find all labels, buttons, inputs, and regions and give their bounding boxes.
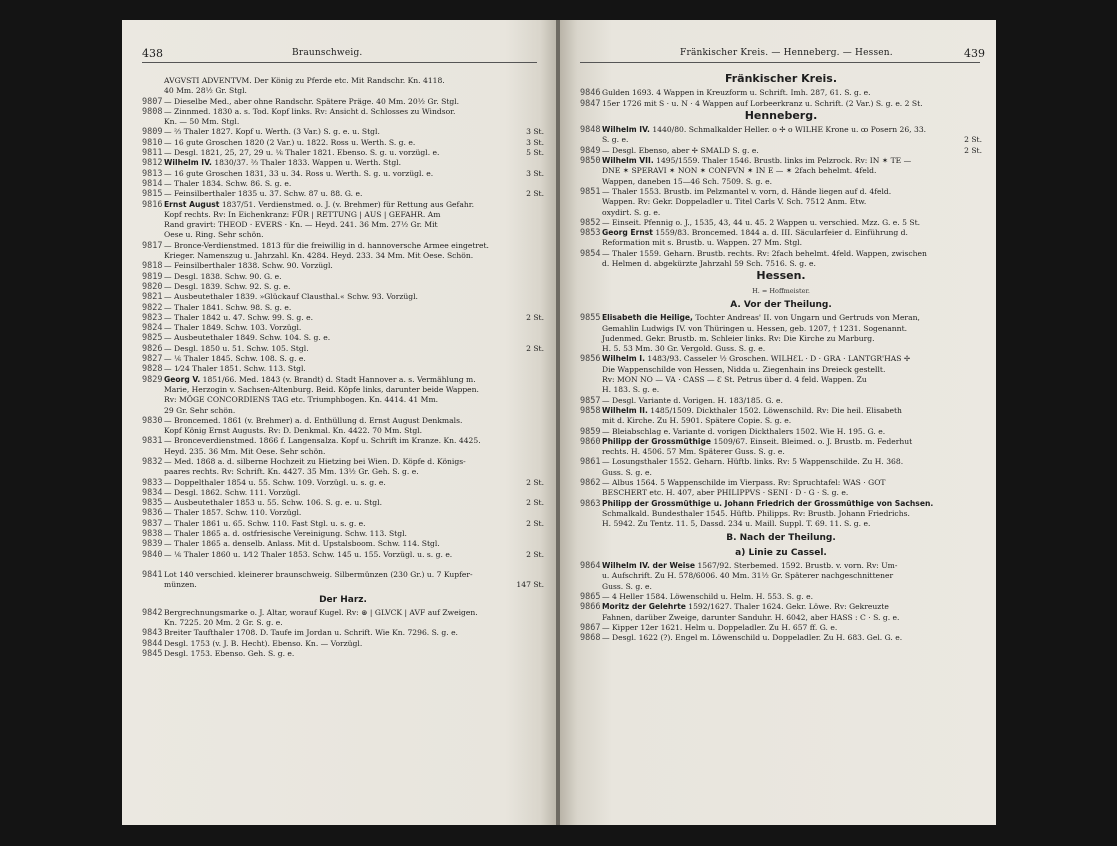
entry-text: rechts. H. 4506. 57 Mm. Späterer Guss. S. g. e.	[602, 447, 785, 457]
entry-continuation	[142, 580, 544, 590]
catalog-entry	[142, 498, 544, 508]
entry-text: — Bronce-Verdienstmed. 1813 für die freiwillig in d. hannoversche Armee eingetret.	[164, 240, 489, 250]
entry-text: Wilhelm VII. 1495/1559. Thaler 1546. Brustb. links im Pelzrock. Rv: IN ✶ TE —	[602, 156, 912, 166]
quantity-label: 2 St.	[526, 498, 544, 508]
entry-text: münzen.	[164, 580, 197, 590]
entry-text: H. 5. 53 Mm. 30 Gr. Vergold. Guss. S. g. e.	[602, 344, 766, 354]
catalog-entry	[142, 97, 544, 107]
catalog-entry	[580, 457, 982, 467]
catalog-entry	[580, 437, 982, 447]
entry-text: — Zinnmed. 1830 a. s. Tod. Kopf links. Rv: Ansicht d. Schlosses zu Windsor.	[164, 106, 456, 116]
entry-continuation	[142, 117, 544, 127]
catalog-entry	[580, 146, 982, 156]
lot-number: 9861	[580, 457, 601, 468]
catalog-entry	[142, 169, 544, 179]
entry-text: Guss. S. g. e.	[602, 467, 652, 477]
entry-continuation	[580, 177, 982, 187]
entry-text: — Ausbeutethaler 1853 u. 55. Schw. 106. S. g. e. u. Stgl.	[164, 498, 382, 508]
entry-continuation	[142, 76, 544, 86]
entry-text: Breiter Taufthaler 1708. D. Taufe im Jordan u. Schrift. Wie Kn. 7296. S. g. e.	[164, 628, 458, 638]
lot-number: 9858	[580, 405, 601, 416]
catalog-entry	[580, 623, 982, 633]
catalog-entry	[142, 570, 544, 580]
left-page-text	[142, 76, 544, 659]
entry-text: — Bronceverdienstmed. 1866 f. Langensalza. Kopf u. Schrift im Kranze. Kn. 4425.	[164, 436, 481, 446]
lot-number: 9844	[142, 638, 163, 649]
lot-number: 9848	[580, 125, 601, 136]
entry-continuation	[580, 166, 982, 176]
catalog-entry	[142, 158, 544, 168]
entry-text: Marie, Herzogin v. Sachsen-Altenburg. Beid. Köpfe links, darunter beide Wappen.	[164, 384, 479, 394]
entry-text: H. 5942. Zu Tentz. 11. 5, Dassd. 234 u. Maill. Suppl. T. 69. 11. S. g. e.	[602, 519, 871, 529]
entry-continuation	[580, 197, 982, 207]
left-page	[122, 20, 558, 825]
entry-text: Bergrechnungsmarke o. J. Altar, worauf Kugel. Rv: ⊛ | GLVCK | AVF auf Zweigen.	[164, 607, 478, 617]
catalog-entry	[580, 406, 982, 416]
catalog-entry	[580, 354, 982, 364]
catalog-entry	[142, 323, 544, 333]
entry-text: oxydirt. S. g. e.	[602, 207, 661, 217]
entry-continuation	[142, 220, 544, 230]
catalog-entry	[142, 354, 544, 364]
entry-continuation	[580, 509, 982, 519]
entry-text: Ernst August 1837/51. Verdienstmed. o. J. (v. Brehmer) für Rettung aus Gefahr.	[164, 199, 474, 209]
lot-number: 9855	[580, 313, 601, 324]
quantity-label: 2 St.	[526, 189, 544, 199]
entry-text: AVGVSTI ADVENTVM. Der König zu Pferde etc. Mit Randschr. Kn. 4118.	[164, 76, 445, 85]
entry-text: d. Helmen d. abgekürzte Jahrzahl 59 Sch. 7516. S. g. e.	[602, 259, 816, 269]
entry-text: — Thaler 1849. Schw. 103. Vorzügl.	[164, 323, 302, 333]
right-running-head: Fränkischer Kreis. — Henneberg. — Hessen.	[680, 48, 893, 58]
quantity-label: 2 St.	[526, 343, 544, 353]
catalog-entry	[142, 364, 544, 374]
lot-number: 9856	[580, 354, 601, 365]
quantity-label: 2 St.	[964, 135, 982, 145]
entry-continuation	[580, 259, 982, 269]
entry-continuation	[580, 468, 982, 478]
entry-continuation	[580, 135, 982, 145]
entry-text: — Ausbeutethaler 1839. »Glückauf Clausthal.« Schw. 93. Vorzügl.	[164, 292, 418, 302]
entry-text: — Thaler 1861 u. 65. Schw. 110. Fast Stgl. u. s. g. e.	[164, 518, 366, 528]
quantity-label: 3 St.	[526, 127, 544, 137]
lot-number: 9836	[142, 508, 163, 519]
entry-text: Georg V. 1851/66. Med. 1843 (v. Brandt) d. Stadt Hannover a. s. Vermählung m.	[164, 374, 476, 384]
right-header-rule	[580, 62, 980, 63]
catalog-entry	[142, 138, 544, 148]
catalog-entry	[142, 519, 544, 529]
catalog-entry	[142, 649, 544, 659]
catalog-entry	[142, 375, 544, 385]
lot-number: 9852	[580, 217, 601, 228]
lot-number: 9849	[580, 145, 601, 156]
entry-text: S. g. e.	[602, 135, 629, 145]
lot-number: 9819	[142, 271, 163, 282]
lot-number: 9835	[142, 498, 163, 509]
catalog-entry	[142, 313, 544, 323]
entry-text: — Kipper 12er 1621. Helm u. Doppeladler. Zu H. 657 ff. G. e.	[602, 622, 838, 632]
entry-text: Guss. S. g. e.	[602, 581, 652, 591]
lot-number: 9841	[142, 569, 163, 580]
entry-continuation	[142, 395, 544, 405]
lot-number: 9850	[580, 156, 601, 167]
entry-continuation	[142, 406, 544, 416]
entry-text: — Dieselbe Med., aber ohne Randschr. Spätere Präge. 40 Mm. 20½ Gr. Stgl.	[164, 96, 460, 106]
entry-text: — Desgl. 1839. Schw. 92. S. g. e.	[164, 281, 291, 291]
entry-text: 15er 1726 mit S · u. N · 4 Wappen auf Lorbeerkranz u. Schrift. (2 Var.) S. g. e. 2 St.	[602, 98, 923, 108]
entry-text: Philipp der Grossmüthige u. Johann Friedrich der Grossmüthige von Sachsen.	[602, 498, 934, 508]
quantity-label: 2 St.	[526, 518, 544, 528]
entry-text: — Losungsthaler 1552. Geharn. Hüftb. links. Rv: 5 Wappenschilde. Zu H. 368.	[602, 457, 904, 467]
quantity-label: 2 St.	[526, 549, 544, 559]
entry-text: Desgl. 1753. Ebenso. Geh. S. g. e.	[164, 649, 295, 659]
entry-text: — ⅔ Thaler 1827. Kopf u. Werth. (3 Var.) S. g. e. u. Stgl.	[164, 127, 380, 137]
entry-text: — Thaler 1559. Geharn. Brustb. rechts. Rv: 2fach behelmt. 4feld. Wappen, zwischen	[602, 248, 927, 258]
lot-number: 9818	[142, 261, 163, 272]
left-running-head: Braunschweig.	[292, 48, 363, 58]
entry-text: Wappen, daneben 15—46 Sch. 7509. S. g. e.	[602, 176, 773, 186]
entry-text: Wilhelm I. 1483/93. Casseler ½ Groschen. WILHƐL · D · GRA · LANTGR'HAS ✢	[602, 354, 911, 364]
lot-number: 9843	[142, 628, 163, 639]
entry-text: Kopf König Ernst Augusts. Rv: D. Denkmal. Kn. 4422. 70 Mm. Stgl.	[164, 426, 423, 436]
lot-number: 9816	[142, 199, 163, 210]
entry-text: — Feinsilberthaler 1838. Schw. 90. Vorzügl.	[164, 261, 333, 271]
entry-text: Fahnen, darüber Zweige, darunter Sanduhr. H. 6042, aber HASS : C · S. g. e.	[602, 612, 900, 622]
entry-text: — Ausbeutethaler 1849. Schw. 104. S. g. e.	[164, 333, 331, 343]
catalog-entry	[142, 107, 544, 117]
lot-number: 9846	[580, 88, 601, 99]
lot-number: 9845	[142, 649, 163, 660]
catalog-entry	[580, 88, 982, 98]
entry-text: Schmalkald. Bundesthaler 1545. Hüftb. Philipps. Rv: Brustb. Johann Friedrichs.	[602, 508, 910, 518]
entry-continuation	[580, 324, 982, 334]
lot-number: 9834	[142, 487, 163, 498]
entry-continuation	[142, 618, 544, 628]
entry-text: Wappen. Rv: Gekr. Doppeladler u. Titel Carls V. Sch. 7512 Anm. Etw.	[602, 197, 867, 207]
catalog-entry	[142, 261, 544, 271]
entry-text: mit d. Kirche. Zu H. 5901. Spätere Copie. S. g. e.	[602, 416, 792, 426]
lot-number: 9838	[142, 529, 163, 540]
entry-continuation	[142, 467, 544, 477]
entry-text: — Thaler 1857. Schw. 110. Vorzügl.	[164, 508, 302, 518]
entry-text: Georg Ernst 1559/83. Broncemed. 1844 a. d. III. Säcularfeier d. Einführung d.	[602, 228, 908, 238]
entry-continuation	[580, 447, 982, 457]
lot-number: 9863	[580, 498, 601, 509]
lot-number: 9823	[142, 312, 163, 323]
lot-number: 9865	[580, 591, 601, 602]
entry-text: — Albus 1564. 5 Wappenschilde im Vierpass. Rv: Spruchtafel: WAS · GOT	[602, 477, 886, 487]
left-header-rule	[142, 62, 537, 63]
entry-continuation	[580, 334, 982, 344]
catalog-entry	[580, 249, 982, 259]
right-page-text	[580, 72, 982, 643]
catalog-entry	[142, 241, 544, 251]
lot-number: 9815	[142, 189, 163, 200]
entry-text: — Med. 1868 a. d. silberne Hochzeit zu Hietzing bei Wien. D. Köpfe d. Königs-	[164, 456, 466, 466]
lot-number: 9826	[142, 343, 163, 354]
lot-number: 9862	[580, 477, 601, 488]
catalog-entry	[142, 639, 544, 649]
entry-text: Lot 140 verschied. kleinerer braunschweig. Silbermünzen (230 Gr.) u. 7 Kupfer-	[164, 569, 473, 579]
quantity-label: 5 St.	[526, 148, 544, 158]
lot-number: 9809	[142, 127, 163, 138]
lot-number: 9867	[580, 622, 601, 633]
catalog-entry	[142, 272, 544, 282]
entry-text: — Desgl. 1821, 25, 27, 29 u. ⅙ Thaler 1821. Ebenso. S. g. u. vorzügl. e.	[164, 148, 440, 158]
entry-continuation	[580, 582, 982, 592]
entry-text: — 16 gute Groschen 1831, 33 u. 34. Ross u. Werth. S. g. u. vorzügl. e.	[164, 168, 434, 178]
entry-text: — Desgl. 1862. Schw. 111. Vorzügl.	[164, 487, 301, 497]
entry-text: Krieger. Namenszug u. Jahrzahl. Kn. 4284. Heyd. 233. 34 Mm. Mit Oese. Schön.	[164, 251, 474, 261]
lot-number: 9851	[580, 186, 601, 197]
lot-number: 9812	[142, 158, 163, 169]
entry-text: — ⅙ Thaler 1860 u. 1⁄12 Thaler 1853. Schw. 145 u. 155. Vorzügl. u. s. g. e.	[164, 549, 453, 559]
entry-text: Elisabeth die Heilige, Tochter Andreas' II. von Ungarn und Gertruds von Meran,	[602, 313, 920, 323]
entry-text: BESCHERT etc. H. 407, aber PHILIPPVS · SENI · D · G · S. g. e.	[602, 488, 849, 498]
catalog-entry	[580, 396, 982, 406]
entry-text: Wilhelm IV. der Weise 1567/92. Sterbemed. 1592. Brustb. v. vorn. Rv: Um-	[602, 561, 898, 571]
lot-number: 9853	[580, 228, 601, 239]
entry-continuation	[142, 86, 544, 96]
entry-text: — Thaler 1842 u. 47. Schw. 99. S. g. e.	[164, 312, 314, 322]
entry-text: Kopf rechts. Rv: In Eichenkranz: FÜR | RETTUNG | AUS | GEFAHR. Am	[164, 209, 441, 219]
entry-text: — 1⁄24 Thaler 1851. Schw. 113. Stgl.	[164, 364, 306, 374]
entry-continuation	[580, 344, 982, 354]
catalog-entry	[580, 156, 982, 166]
entry-text: u. Aufschrift. Zu H. 578/6006. 40 Mm. 31½ Gr. Späterer nachgeschnittener	[602, 571, 894, 581]
book-spread	[122, 20, 995, 827]
lot-number: 9827	[142, 354, 163, 365]
entry-continuation	[580, 375, 982, 385]
quantity-label: 147 St.	[516, 580, 544, 590]
entry-text: Wilhelm IV. 1830/37. ⅔ Thaler 1833. Wappen u. Werth. Stgl.	[164, 158, 402, 168]
entry-text: Wilhelm IV. 1440/80. Schmalkalder Heller. o ✢ o WILHE Krone u. ꝏ Posern 26, 33.	[602, 125, 927, 135]
catalog-entry	[580, 125, 982, 135]
entry-text: — Desgl. 1850 u. 51. Schw. 105. Stgl.	[164, 343, 309, 353]
entry-continuation	[580, 365, 982, 375]
lot-number: 9822	[142, 302, 163, 313]
entry-continuation	[142, 230, 544, 240]
entry-text: 40 Mm. 28½ Gr. Stgl.	[164, 86, 247, 96]
catalog-entry	[580, 633, 982, 643]
left-page-number: 438	[142, 47, 163, 60]
lot-number: 9832	[142, 456, 163, 467]
catalog-entry	[142, 478, 544, 488]
lot-number: 9825	[142, 333, 163, 344]
catalog-entry	[142, 344, 544, 354]
lot-number: 9817	[142, 240, 163, 251]
catalog-entry	[580, 313, 982, 323]
entry-text: Rv: MÖGE CONCORDIENS TAG etc. Triumphbogen. Kn. 4414. 41 Mm.	[164, 395, 439, 405]
catalog-entry	[142, 179, 544, 189]
catalog-entry	[142, 127, 544, 137]
entry-text: Gulden 1693. 4 Wappen in Kreuzform u. Schrift. Imh. 287, 61. S. g. e.	[602, 88, 871, 98]
catalog-entry	[580, 427, 982, 437]
entry-text: Reformation mit s. Brustb. u. Wappen. 27 Mm. Stgl.	[602, 238, 803, 248]
entry-text: Heyd. 235. 36 Mm. Mit Oese. Sehr schön.	[164, 446, 326, 456]
catalog-entry	[580, 602, 982, 612]
entry-text: Philipp der Grossmüthige 1509/67. Einseit. Bleimed. o. J. Brustb. m. Federhut	[602, 436, 913, 446]
lot-number: 9857	[580, 395, 601, 406]
entry-text: Rand gravirt: THEOD · EVERS · Kn. — Heyd. 241. 36 Mm. 27½ Gr. Mit	[164, 220, 438, 230]
lot-number: 9833	[142, 477, 163, 488]
lot-number: 9868	[580, 633, 601, 644]
entry-text: — Desgl. Variante d. Vorigen. H. 183/185. G. e.	[602, 395, 783, 405]
entry-text: Gemahlin Ludwigs IV. von Thüringen u. Hessen, geb. 1207, † 1231. Sogenannt.	[602, 323, 908, 333]
catalog-entry	[142, 303, 544, 313]
catalog-entry	[142, 608, 544, 618]
catalog-entry	[580, 561, 982, 571]
entry-text: — Feinsilberthaler 1835 u. 37. Schw. 87 u. 88. G. e.	[164, 189, 363, 199]
lot-number: 9828	[142, 364, 163, 375]
entry-text: — ⅙ Thaler 1845. Schw. 108. S. g. e.	[164, 354, 306, 364]
lot-number: 9859	[580, 426, 601, 437]
entry-continuation	[580, 571, 982, 581]
entry-text: 29 Gr. Sehr schön.	[164, 405, 236, 415]
section-heading: A. Vor der Theilung.	[730, 299, 832, 310]
section-heading: a) Linie zu Cassel.	[735, 547, 827, 558]
entry-continuation	[142, 251, 544, 261]
lot-number: 9820	[142, 281, 163, 292]
entry-text: Judenmed. Gekr. Brustb. m. Schleier links. Rv: Die Kirche zu Marburg.	[602, 333, 875, 343]
entry-text: — Doppelthaler 1854 u. 55. Schw. 109. Vorzügl. u. s. g. e.	[164, 477, 386, 487]
lot-number: 9866	[580, 602, 601, 613]
catalog-entry	[580, 218, 982, 228]
lot-number: 9821	[142, 292, 163, 303]
catalog-entry	[142, 148, 544, 158]
lot-number: 9813	[142, 168, 163, 179]
catalog-entry	[142, 189, 544, 199]
entry-continuation	[580, 208, 982, 218]
quantity-label: 3 St.	[526, 137, 544, 147]
entry-continuation	[142, 447, 544, 457]
section-heading: Fränkischer Kreis.	[724, 72, 838, 85]
catalog-entry	[142, 457, 544, 467]
entry-text: — 16 gute Groschen 1820 (2 Var.) u. 1822. Ross u. Werth. S. g. e.	[164, 137, 416, 147]
lot-number: 9830	[142, 415, 163, 426]
entry-text: — Bleiabschlag e. Variante d. vorigen Dickthalers 1502. Wie H. 195. G. e.	[602, 426, 886, 436]
lot-number: 9837	[142, 518, 163, 529]
abbreviation-note: H. = Hoffmeister.	[752, 286, 810, 295]
entry-text: — Thaler 1841. Schw. 98. S. g. e.	[164, 302, 292, 312]
catalog-entry	[142, 292, 544, 302]
section-heading: Hessen.	[756, 269, 806, 283]
lot-number: 9854	[580, 248, 601, 259]
catalog-entry	[142, 550, 544, 560]
lot-number: 9864	[580, 561, 601, 572]
entry-text: — Desgl. Ebenso, aber ✢ SMALD S. g. e.	[602, 145, 759, 155]
entry-text: — Thaler 1865 a. d. ostfriesische Vereinigung. Schw. 113. Stgl.	[164, 529, 407, 539]
entry-text: Die Wappenschilde von Hessen, Nidda u. Ziegenhain ins Dreieck gestellt.	[602, 364, 886, 374]
entry-text: Oese u. Ring. Sehr schön.	[164, 230, 264, 240]
entry-continuation	[580, 238, 982, 248]
catalog-entry	[580, 99, 982, 109]
right-page	[560, 20, 996, 825]
entry-text: H. 183. S. g. e.	[602, 385, 660, 395]
lot-number: 9814	[142, 178, 163, 189]
lot-number: 9842	[142, 607, 163, 618]
lot-number: 9847	[580, 98, 601, 109]
entry-continuation	[580, 519, 982, 529]
entry-continuation	[142, 426, 544, 436]
catalog-entry	[142, 416, 544, 426]
catalog-entry	[142, 200, 544, 210]
entry-text: — Broncemed. 1861 (v. Brehmer) a. d. Enthüllung d. Ernst August Denkmals.	[164, 415, 463, 425]
entry-text: Kn. — 50 Mm. Stgl.	[164, 117, 240, 127]
entry-text: DNE ✶ SPERAVI ✶ NON ✶ CONFVN ✶ IN E — ✶ 2fach behelmt. 4feld.	[602, 166, 877, 176]
entry-continuation	[580, 385, 982, 395]
catalog-entry	[142, 436, 544, 446]
entry-text: — Desgl. 1838. Schw. 90. G. e.	[164, 271, 282, 281]
catalog-entry	[580, 499, 982, 509]
catalog-entry	[142, 282, 544, 292]
right-page-number: 439	[964, 47, 985, 60]
entry-continuation	[580, 488, 982, 498]
lot-number: 9831	[142, 436, 163, 447]
section-heading: Der Harz.	[319, 594, 367, 605]
entry-text: Moritz der Gelehrte 1592/1627. Thaler 1624. Gekr. Löwe. Rv: Gekreuzte	[602, 602, 889, 612]
entry-text: — 4 Heller 1584. Löwenschild u. Helm. H. 553. S. g. e.	[602, 591, 814, 601]
quantity-label: 2 St.	[526, 477, 544, 487]
catalog-entry	[580, 187, 982, 197]
entry-text: — Thaler 1553. Brustb. im Pelzmantel v. vorn, d. Hände liegen auf d. 4feld.	[602, 186, 892, 196]
entry-text: Wilhelm II. 1485/1509. Dickthaler 1502. Löwenschild. Rv: Die heil. Elisabeth	[602, 405, 902, 415]
entry-continuation	[580, 416, 982, 426]
quantity-label: 2 St.	[526, 312, 544, 322]
lot-number: 9824	[142, 323, 163, 334]
lot-number: 9810	[142, 137, 163, 148]
lot-number: 9839	[142, 539, 163, 550]
entry-text: Desgl. 1753 (v. J. B. Hecht). Ebenso. Kn. — Vorzügl.	[164, 638, 363, 648]
entry-text: — Thaler 1865 a. denselb. Anlass. Mit d. Upstalsboom. Schw. 114. Stgl.	[164, 539, 440, 549]
entry-text: — Thaler 1834. Schw. 86. S. g. e.	[164, 178, 292, 188]
entry-text: — Desgl. 1622 (?). Engel m. Löwenschild u. Doppeladler. Zu H. 683. Gel. G. e.	[602, 633, 903, 643]
section-heading: Henneberg.	[744, 108, 818, 122]
spacer	[142, 560, 544, 570]
catalog-entry	[142, 333, 544, 343]
catalog-entry	[580, 592, 982, 602]
entry-text: Kn. 7225. 20 Mm. 2 Gr. S. g. e.	[164, 618, 283, 628]
lot-number: 9840	[142, 549, 163, 560]
catalog-entry	[142, 508, 544, 518]
catalog-entry	[142, 628, 544, 638]
entry-text: Rv: MON NO — VA · CASS — Ɛ St. Petrus über d. 4 feld. Wappen. Zu	[602, 375, 867, 385]
quantity-label: 3 St.	[526, 168, 544, 178]
quantity-label: 2 St.	[964, 145, 982, 155]
entry-continuation	[142, 385, 544, 395]
catalog-entry	[580, 478, 982, 488]
lot-number: 9808	[142, 106, 163, 117]
entry-text: — Einseit. Pfennig o. J., 1535, 43, 44 u. 45. 2 Wappen u. verschied. Mzz. G. e. 5 St.	[602, 217, 921, 227]
lot-number: 9829	[142, 374, 163, 385]
lot-number: 9860	[580, 436, 601, 447]
catalog-entry	[142, 539, 544, 549]
entry-continuation	[142, 210, 544, 220]
entry-text: paares rechts. Rv: Schrift. Kn. 4427. 35 Mm. 13½ Gr. Geh. S. g. e.	[164, 467, 419, 477]
catalog-entry	[580, 228, 982, 238]
catalog-entry	[142, 488, 544, 498]
lot-number: 9807	[142, 96, 163, 107]
catalog-entry	[142, 529, 544, 539]
entry-continuation	[580, 613, 982, 623]
section-heading: B. Nach der Theilung.	[726, 533, 836, 544]
lot-number: 9811	[142, 148, 163, 159]
